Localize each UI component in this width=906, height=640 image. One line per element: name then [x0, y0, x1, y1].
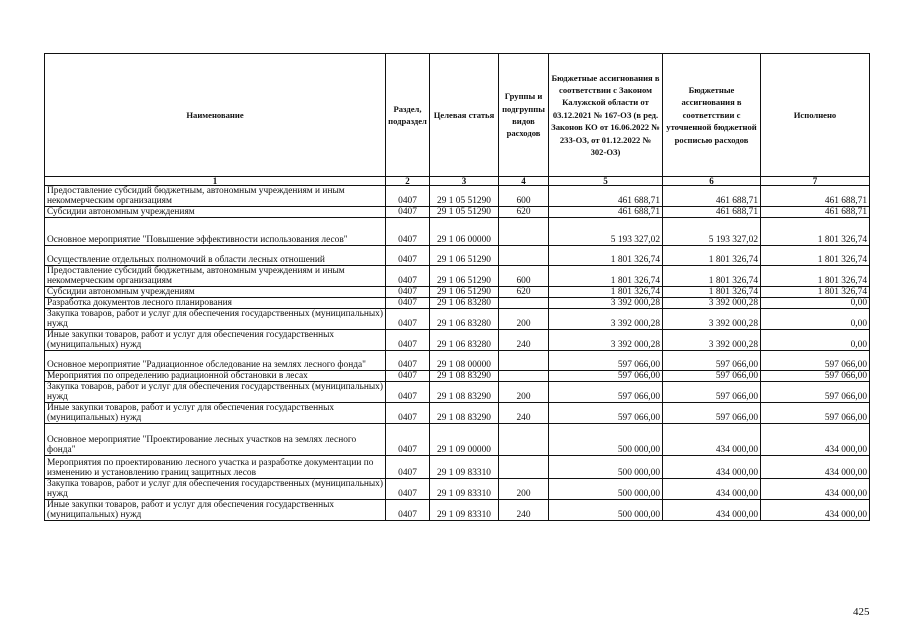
cell-group: 600 [499, 266, 549, 287]
cell-group [499, 371, 549, 382]
cell-refined: 1 801 326,74 [663, 287, 761, 298]
page-number: 425 [853, 606, 870, 618]
cell-executed: 0,00 [761, 309, 870, 330]
cell-section: 0407 [386, 287, 430, 298]
cell-section: 0407 [386, 424, 430, 456]
table-row [45, 456, 870, 479]
cell-assigned: 597 066,00 [549, 382, 663, 403]
cell-group [499, 424, 549, 456]
cell-assigned: 1 801 326,74 [549, 287, 663, 298]
cell-assigned: 461 688,71 [549, 186, 663, 207]
cell-article: 29 1 09 83310 [430, 456, 499, 479]
cell-name: Разработка документов лесного планирования [45, 298, 386, 309]
cell-group: 240 [499, 403, 549, 424]
column-number: 2 [386, 177, 430, 186]
cell-assigned: 3 392 000,28 [549, 298, 663, 309]
cell-section: 0407 [386, 403, 430, 424]
cell-assigned: 3 392 000,28 [549, 330, 663, 351]
cell-name: Субсидии автономным учреждениям [45, 207, 386, 218]
cell-name: Мероприятия по проектированию лесного участка и разработке документации по изменению и установлению границ защитных лесов [45, 456, 386, 479]
header-refined: Бюджетные ассигнования в соответствии с уточненной бюджетной росписью расходов [663, 54, 761, 177]
cell-refined: 5 193 327,02 [663, 218, 761, 246]
cell-article: 29 1 08 83290 [430, 403, 499, 424]
cell-assigned: 500 000,00 [549, 479, 663, 500]
cell-refined: 434 000,00 [663, 500, 761, 521]
cell-article: 29 1 06 00000 [430, 218, 499, 246]
cell-article: 29 1 08 83290 [430, 371, 499, 382]
cell-name: Мероприятия по определению радиационной обстановки в лесах [45, 371, 386, 382]
cell-article: 29 1 06 51290 [430, 287, 499, 298]
column-number: 1 [45, 177, 386, 186]
cell-executed: 434 000,00 [761, 500, 870, 521]
cell-section: 0407 [386, 218, 430, 246]
cell-group: 600 [499, 186, 549, 207]
cell-executed: 461 688,71 [761, 186, 870, 207]
header-row [45, 54, 870, 177]
cell-article: 29 1 06 83280 [430, 309, 499, 330]
cell-group: 240 [499, 500, 549, 521]
column-number: 6 [663, 177, 761, 186]
cell-name: Основное мероприятие "Проектирование лесных участков на землях лесного фонда" [45, 424, 386, 456]
cell-refined: 461 688,71 [663, 186, 761, 207]
table-row [45, 287, 870, 298]
cell-executed: 597 066,00 [761, 351, 870, 371]
cell-executed: 1 801 326,74 [761, 246, 870, 266]
column-number-row [45, 177, 870, 186]
cell-article: 29 1 06 51290 [430, 246, 499, 266]
cell-section: 0407 [386, 207, 430, 218]
cell-refined: 434 000,00 [663, 479, 761, 500]
cell-group [499, 456, 549, 479]
cell-group: 200 [499, 309, 549, 330]
table-row [45, 207, 870, 218]
header-group: Группы и подгруппы видов расходов [499, 54, 549, 177]
table-row [45, 266, 870, 287]
cell-name: Предоставление субсидий бюджетным, автономным учреждениям и иным некоммерческим организациям [45, 266, 386, 287]
cell-executed: 0,00 [761, 298, 870, 309]
cell-article: 29 1 06 83280 [430, 298, 499, 309]
cell-group: 200 [499, 382, 549, 403]
cell-refined: 1 801 326,74 [663, 266, 761, 287]
cell-article: 29 1 09 83310 [430, 479, 499, 500]
cell-section: 0407 [386, 456, 430, 479]
cell-name: Закупка товаров, работ и услуг для обеспечения государственных (муниципальных) нужд [45, 309, 386, 330]
cell-section: 0407 [386, 500, 430, 521]
header-article: Целевая статья [430, 54, 499, 177]
cell-refined: 597 066,00 [663, 382, 761, 403]
table-row [45, 330, 870, 351]
cell-executed: 461 688,71 [761, 207, 870, 218]
cell-section: 0407 [386, 330, 430, 351]
cell-executed: 0,00 [761, 330, 870, 351]
table-row [45, 479, 870, 500]
table-row [45, 186, 870, 207]
cell-executed: 597 066,00 [761, 403, 870, 424]
cell-name: Основное мероприятие "Повышение эффективности использования лесов" [45, 218, 386, 246]
header-executed: Исполнено [761, 54, 870, 177]
column-number: 3 [430, 177, 499, 186]
cell-assigned: 461 688,71 [549, 207, 663, 218]
cell-refined: 434 000,00 [663, 456, 761, 479]
cell-assigned: 1 801 326,74 [549, 246, 663, 266]
cell-assigned: 500 000,00 [549, 424, 663, 456]
table-row [45, 424, 870, 456]
cell-article: 29 1 09 83310 [430, 500, 499, 521]
cell-section: 0407 [386, 298, 430, 309]
cell-section: 0407 [386, 309, 430, 330]
table-body [45, 186, 870, 521]
table-row [45, 246, 870, 266]
cell-executed: 1 801 326,74 [761, 218, 870, 246]
cell-section: 0407 [386, 186, 430, 207]
cell-article: 29 1 05 51290 [430, 207, 499, 218]
column-number: 7 [761, 177, 870, 186]
cell-assigned: 5 193 327,02 [549, 218, 663, 246]
header-name: Наименование [45, 54, 386, 177]
cell-assigned: 3 392 000,28 [549, 309, 663, 330]
cell-group [499, 351, 549, 371]
cell-group: 200 [499, 479, 549, 500]
budget-table [44, 53, 870, 521]
cell-name: Иные закупки товаров, работ и услуг для обеспечения государственных (муниципальных) нужд [45, 403, 386, 424]
cell-name: Закупка товаров, работ и услуг для обеспечения государственных (муниципальных) нужд [45, 479, 386, 500]
cell-section: 0407 [386, 246, 430, 266]
cell-article: 29 1 05 51290 [430, 186, 499, 207]
cell-refined: 3 392 000,28 [663, 309, 761, 330]
cell-article: 29 1 08 00000 [430, 351, 499, 371]
cell-executed: 1 801 326,74 [761, 287, 870, 298]
cell-executed: 597 066,00 [761, 371, 870, 382]
cell-assigned: 597 066,00 [549, 403, 663, 424]
cell-group [499, 298, 549, 309]
cell-group: 620 [499, 207, 549, 218]
cell-section: 0407 [386, 382, 430, 403]
cell-name: Субсидии автономным учреждениям [45, 287, 386, 298]
cell-name: Предоставление субсидий бюджетным, автономным учреждениям и иным некоммерческим организациям [45, 186, 386, 207]
cell-section: 0407 [386, 351, 430, 371]
cell-assigned: 500 000,00 [549, 500, 663, 521]
cell-name: Иные закупки товаров, работ и услуг для обеспечения государственных (муниципальных) нужд [45, 500, 386, 521]
cell-name: Иные закупки товаров, работ и услуг для обеспечения государственных (муниципальных) нужд [45, 330, 386, 351]
cell-article: 29 1 09 00000 [430, 424, 499, 456]
cell-refined: 3 392 000,28 [663, 298, 761, 309]
table-row [45, 403, 870, 424]
cell-executed: 434 000,00 [761, 456, 870, 479]
header-section: Раздел, подраздел [386, 54, 430, 177]
column-number: 4 [499, 177, 549, 186]
cell-assigned: 1 801 326,74 [549, 266, 663, 287]
cell-name: Осуществление отдельных полномочий в области лесных отношений [45, 246, 386, 266]
cell-name: Основное мероприятие "Радиационное обследование на землях лесного фонда" [45, 351, 386, 371]
cell-group [499, 218, 549, 246]
cell-article: 29 1 08 83290 [430, 382, 499, 403]
table-row [45, 309, 870, 330]
cell-refined: 597 066,00 [663, 403, 761, 424]
table-row [45, 351, 870, 371]
cell-section: 0407 [386, 371, 430, 382]
cell-refined: 597 066,00 [663, 351, 761, 371]
cell-name: Закупка товаров, работ и услуг для обеспечения государственных (муниципальных) нужд [45, 382, 386, 403]
cell-refined: 597 066,00 [663, 371, 761, 382]
table-row [45, 382, 870, 403]
table-row [45, 500, 870, 521]
table-row [45, 298, 870, 309]
cell-group [499, 246, 549, 266]
cell-section: 0407 [386, 479, 430, 500]
cell-assigned: 597 066,00 [549, 351, 663, 371]
cell-executed: 597 066,00 [761, 382, 870, 403]
cell-assigned: 597 066,00 [549, 371, 663, 382]
table-row [45, 371, 870, 382]
cell-group: 240 [499, 330, 549, 351]
cell-refined: 434 000,00 [663, 424, 761, 456]
cell-section: 0407 [386, 266, 430, 287]
header-assigned: Бюджетные ассигнования в соответствии с Законом Калужской области от 03.12.2021 № 167-ОЗ (в ред. Законов КО от 16.06.2022 № 233-ОЗ, от 01.12.2022 № 302-ОЗ) [549, 54, 663, 177]
table-row [45, 218, 870, 246]
cell-article: 29 1 06 83280 [430, 330, 499, 351]
cell-executed: 434 000,00 [761, 424, 870, 456]
cell-refined: 3 392 000,28 [663, 330, 761, 351]
cell-executed: 1 801 326,74 [761, 266, 870, 287]
cell-assigned: 500 000,00 [549, 456, 663, 479]
cell-article: 29 1 06 51290 [430, 266, 499, 287]
cell-group: 620 [499, 287, 549, 298]
cell-refined: 461 688,71 [663, 207, 761, 218]
column-number: 5 [549, 177, 663, 186]
cell-refined: 1 801 326,74 [663, 246, 761, 266]
cell-executed: 434 000,00 [761, 479, 870, 500]
